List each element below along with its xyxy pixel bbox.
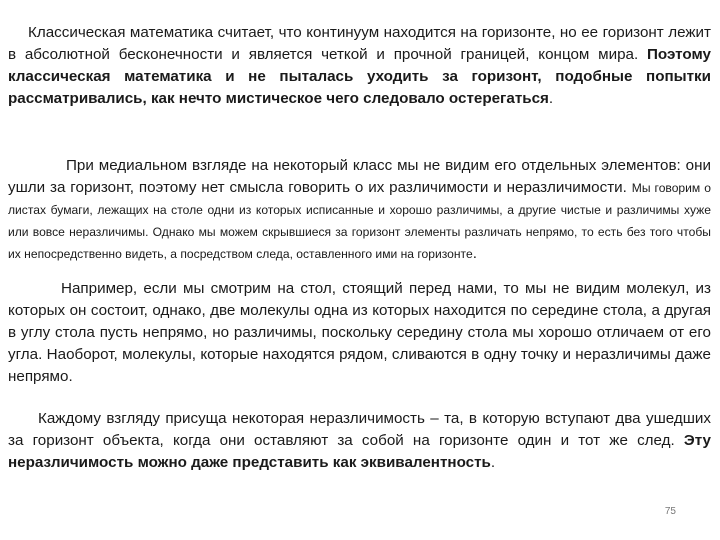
- bold-statement: Эту неразличимость можно даже представить как эквивалентность: [8, 432, 711, 471]
- bold-statement: Поэтому классическая математика и не пыталась уходить за горизонт, подобные попытки рассматривались, как нечто мистическое чего следовало остерегаться: [8, 46, 711, 107]
- page-number: 75: [664, 506, 676, 517]
- paragraph-classical-math: [8, 22, 711, 110]
- paragraph-indistinguishability: [8, 408, 711, 474]
- paragraph-end: .: [548, 90, 554, 107]
- paragraph-text: Классическая математика считает, что континуум находится на горизонте, но ее горизонт лежит в абсолютной бесконечности и является четкой и прочной границей, концом мира.: [8, 24, 711, 63]
- paragraph-text: При медиальном взгляде на некоторый класс мы не видим его отдельных элементов: они ушли за горизонт, поэтому нет смысла говорить о их различимости и неразличимости.: [8, 157, 711, 196]
- paragraph-end: .: [490, 454, 496, 471]
- paragraph-example: [8, 278, 711, 388]
- paragraph-end: .: [472, 245, 477, 262]
- small-text: Мы говорим о листах бумаги, лежащих на столе одни из которых исписанные и хорошо различимы, а другие чистые и различимы хуже или вовсе неразличимы. Однако мы можем скрывшиеся за горизонт элементы различать непрямо, то есть без того чтобы их непосредственно видеть, а посредством следа, оставленного ими на горизонте: [8, 181, 711, 261]
- paragraph-medial-view: [8, 155, 711, 265]
- paragraph-text: Каждому взгляду присуща некоторая неразличимость – та, в которую вступают два ушедших за горизонт объекта, когда они оставляют за собой на горизонте один и тот же след.: [8, 410, 711, 449]
- paragraph-text: Например, если мы смотрим на стол, стоящий перед нами, то мы не видим молекул, из которых он состоит, однако, две молекулы одна из которых находится по середине стола, а другая в углу стола пусть непрямо, но различимы, поскольку середину стола мы хорошо отличаем от его угла. Наоборот, молекулы, которые находятся рядом, сливаются в одну точку и неразличимы даже непрямо.: [8, 280, 711, 385]
